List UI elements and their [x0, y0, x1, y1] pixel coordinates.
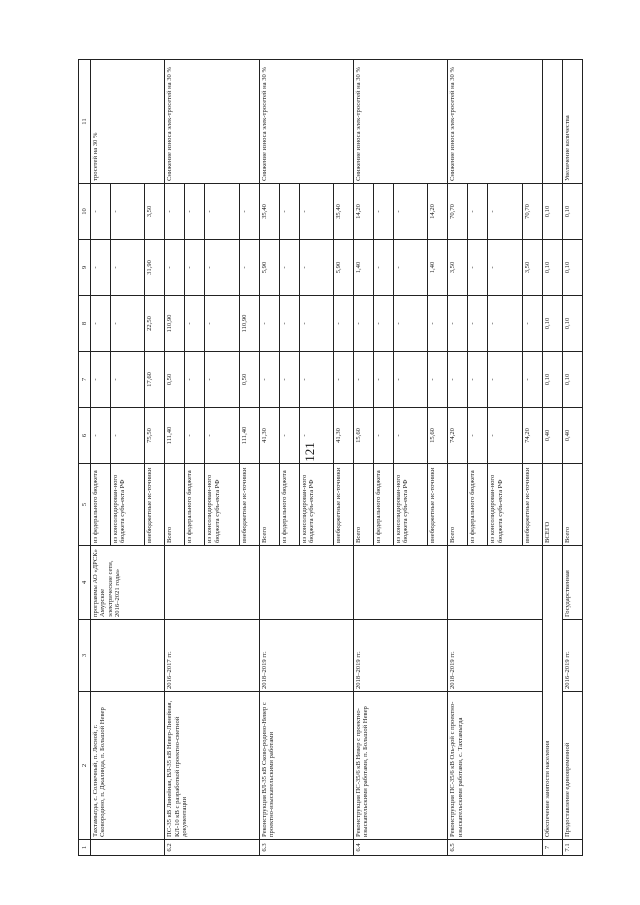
- value: 111,40: [165, 408, 185, 464]
- value: -: [299, 352, 333, 408]
- funding-source: из федерального бюджета: [279, 464, 299, 546]
- value: -: [394, 184, 428, 240]
- col-header: 5: [79, 464, 91, 546]
- value: -: [468, 408, 488, 464]
- value: 0,10: [562, 352, 582, 408]
- value: -: [91, 296, 111, 352]
- value: 110,90: [165, 296, 185, 352]
- value: -: [354, 352, 374, 408]
- value: -: [334, 352, 354, 408]
- value: 0,10: [562, 184, 582, 240]
- value: -: [165, 184, 185, 240]
- rotated-table-frame: [78, 60, 583, 856]
- program-table: [78, 59, 583, 856]
- value: -: [374, 408, 394, 464]
- value: 0,10: [542, 240, 562, 296]
- table-row: [448, 60, 468, 856]
- expected-result: Снижение износа элек-тросетей на 30 %: [354, 60, 448, 184]
- value: 15,60: [354, 408, 374, 464]
- value: 41,30: [334, 408, 354, 464]
- object-name: Тахтамыгда, с. Солнечный, п. Лесной, г. Сковородино, п. Джалинда, п. Большой Невер: [91, 692, 165, 840]
- period: [91, 620, 165, 692]
- col-header: 8: [79, 296, 91, 352]
- value: 14,20: [428, 184, 448, 240]
- value: 14,20: [354, 184, 374, 240]
- value: -: [334, 296, 354, 352]
- value: -: [279, 408, 299, 464]
- object-name: ПС-35 кВ Линейная, ВЛ-35 кВ Невер-Линейная, КЛ-10 кВ с разработкой проектно-сметной документации: [165, 692, 259, 840]
- value: -: [374, 296, 394, 352]
- object-name: Реконструкция ВЛ-35 кВ Сково-родино-Невер с проектно-изыскательскими работами: [259, 692, 353, 840]
- value: 0,40: [562, 408, 582, 464]
- value: -: [239, 240, 259, 296]
- funding-source: из консолидирован-ного бюджета субъ-екта РФ: [205, 464, 239, 546]
- funding-source: из консолидирован-ного бюджета субъ-екта РФ: [299, 464, 333, 546]
- value: -: [205, 296, 239, 352]
- value: -: [111, 184, 145, 240]
- value: -: [111, 240, 145, 296]
- value: -: [488, 240, 522, 296]
- value: 1,40: [428, 240, 448, 296]
- col-header: 10: [79, 184, 91, 240]
- value: -: [522, 296, 542, 352]
- funding-source: Всего: [354, 464, 374, 546]
- col-header: 2: [79, 692, 91, 840]
- section-title: Обеспечение занятости населения: [542, 546, 562, 840]
- table-row: [562, 60, 582, 856]
- value: -: [488, 296, 522, 352]
- value: -: [448, 296, 468, 352]
- value: 41,30: [259, 408, 279, 464]
- col-header: 1: [79, 840, 91, 856]
- value: -: [91, 240, 111, 296]
- value: 5,90: [334, 240, 354, 296]
- page-number: 121: [301, 442, 317, 462]
- funding-source: из федерального бюджета: [468, 464, 488, 546]
- program: программы АО «ДРСК» Амурские электрические сети, 2016–2021 годы»: [91, 546, 165, 620]
- value: 74,20: [522, 408, 542, 464]
- period: 2016–2019 гг.: [562, 620, 582, 692]
- value: -: [488, 352, 522, 408]
- funding-source: Всего: [259, 464, 279, 546]
- value: 75,50: [145, 408, 165, 464]
- value: 110,90: [239, 296, 259, 352]
- value: -: [279, 184, 299, 240]
- value: 5,90: [259, 240, 279, 296]
- period: 2018–2019 гг.: [354, 620, 448, 692]
- column-number-row: [79, 60, 91, 856]
- funding-source: из консолидирован-ного бюджета субъ-екта РФ: [488, 464, 522, 546]
- value: -: [111, 352, 145, 408]
- value: 0,10: [562, 240, 582, 296]
- table-row: [354, 60, 374, 856]
- value: 35,40: [334, 184, 354, 240]
- value: 1,40: [354, 240, 374, 296]
- col-header: 11: [79, 60, 91, 184]
- value: -: [394, 352, 428, 408]
- funding-source: ВСЕГО: [542, 464, 562, 546]
- period: 2018–2019 гг.: [448, 620, 542, 692]
- value: -: [394, 296, 428, 352]
- col-header: 4: [79, 546, 91, 620]
- funding-source: из федерального бюджета: [185, 464, 205, 546]
- period: 2016–2017 гг.: [165, 620, 259, 692]
- expected-result: Снижение износа элек-тросетей на 30 %: [165, 60, 259, 184]
- row-number: 6.4: [354, 840, 448, 856]
- program: [165, 546, 259, 620]
- value: 111,40: [239, 408, 259, 464]
- value: -: [299, 240, 333, 296]
- value: -: [205, 352, 239, 408]
- table-row: [165, 60, 185, 856]
- period: 2018–2019 гг.: [259, 620, 353, 692]
- value: -: [488, 408, 522, 464]
- row-number: 7: [542, 840, 562, 856]
- value: -: [111, 296, 145, 352]
- object-name: Реконструкция ПС-35/6 кВ Оль-дой с проектно-изыскательскими работами, с. Тахтамыгда: [448, 692, 542, 840]
- value: -: [165, 240, 185, 296]
- col-header: 6: [79, 408, 91, 464]
- value: 74,20: [448, 408, 468, 464]
- object-name: Реконструкция ПС-35/6 кВ Невер с проектно-изыскательскими работами, п. Большой Невер: [354, 692, 448, 840]
- value: -: [488, 184, 522, 240]
- col-header: 3: [79, 620, 91, 692]
- value: -: [394, 408, 428, 464]
- value: -: [185, 408, 205, 464]
- table-row: [542, 60, 562, 856]
- value: 0,10: [562, 296, 582, 352]
- program: Государственная: [562, 546, 582, 620]
- value: 15,60: [428, 408, 448, 464]
- value: -: [468, 296, 488, 352]
- value: 3,50: [145, 184, 165, 240]
- row-number: 7.1: [562, 840, 582, 856]
- value: -: [279, 296, 299, 352]
- value: -: [354, 296, 374, 352]
- funding-source: из федерального бюджета: [374, 464, 394, 546]
- value: 0,10: [542, 296, 562, 352]
- value: -: [279, 240, 299, 296]
- value: -: [374, 240, 394, 296]
- value: 0,40: [542, 408, 562, 464]
- table-row: [91, 60, 111, 856]
- value: 3,50: [448, 240, 468, 296]
- row-number: 6.5: [448, 840, 542, 856]
- expected-result: Увеличение количества: [562, 60, 582, 184]
- value: 0,50: [165, 352, 185, 408]
- program: [354, 546, 448, 620]
- value: 70,70: [448, 184, 468, 240]
- value: -: [468, 352, 488, 408]
- row-number: 6.2: [165, 840, 259, 856]
- value: -: [91, 352, 111, 408]
- value: 0,10: [542, 184, 562, 240]
- value: -: [279, 352, 299, 408]
- value: -: [468, 240, 488, 296]
- funding-source: из консолидирован-ного бюджета субъ-екта РФ: [111, 464, 145, 546]
- funding-source: из федерального бюджета: [91, 464, 111, 546]
- value: -: [259, 296, 279, 352]
- value: -: [428, 352, 448, 408]
- value: -: [374, 352, 394, 408]
- row-number: 6.3: [259, 840, 353, 856]
- program: [448, 546, 542, 620]
- value: 31,90: [145, 240, 165, 296]
- table-row: [259, 60, 279, 856]
- expected-result: [542, 60, 562, 184]
- value: -: [91, 408, 111, 464]
- value: -: [374, 184, 394, 240]
- funding-source: внебюджетные ис-точники: [239, 464, 259, 546]
- value: 22,50: [145, 296, 165, 352]
- value: -: [468, 184, 488, 240]
- funding-source: Всего: [448, 464, 468, 546]
- value: -: [394, 240, 428, 296]
- expected-result: Снижение износа элек-тросетей на 30 %: [448, 60, 542, 184]
- funding-source: внебюджетные ис-точники: [334, 464, 354, 546]
- value: -: [299, 184, 333, 240]
- col-header: 7: [79, 352, 91, 408]
- value: -: [299, 408, 333, 464]
- expected-result: Снижение износа элек-тросетей на 30 %: [259, 60, 353, 184]
- funding-source: Всего: [562, 464, 582, 546]
- value: 0,50: [239, 352, 259, 408]
- expected-result: тросетей на 30 %: [91, 60, 165, 184]
- value: 70,70: [522, 184, 542, 240]
- funding-source: внебюджетные ис-точники: [522, 464, 542, 546]
- value: -: [205, 184, 239, 240]
- funding-source: внебюджетные ис-точники: [145, 464, 165, 546]
- funding-source: внебюджетные ис-точники: [428, 464, 448, 546]
- program: [259, 546, 353, 620]
- funding-source: из консолидирован-ного бюджета субъ-екта РФ: [394, 464, 428, 546]
- value: -: [428, 296, 448, 352]
- value: -: [91, 184, 111, 240]
- funding-source: Всего: [165, 464, 185, 546]
- value: -: [185, 240, 205, 296]
- value: -: [205, 408, 239, 464]
- value: -: [185, 352, 205, 408]
- object-name: Предоставление единовременной: [562, 692, 582, 840]
- value: -: [299, 296, 333, 352]
- value: -: [522, 352, 542, 408]
- value: -: [205, 240, 239, 296]
- value: -: [259, 352, 279, 408]
- value: -: [185, 184, 205, 240]
- value: 3,50: [522, 240, 542, 296]
- row-number: [91, 840, 165, 856]
- value: -: [239, 184, 259, 240]
- rotated-table-wrapper: [78, 60, 583, 856]
- value: 0,10: [542, 352, 562, 408]
- value: -: [111, 408, 145, 464]
- value: -: [185, 296, 205, 352]
- value: 17,60: [145, 352, 165, 408]
- value: 35,40: [259, 184, 279, 240]
- col-header: 9: [79, 240, 91, 296]
- value: -: [448, 352, 468, 408]
